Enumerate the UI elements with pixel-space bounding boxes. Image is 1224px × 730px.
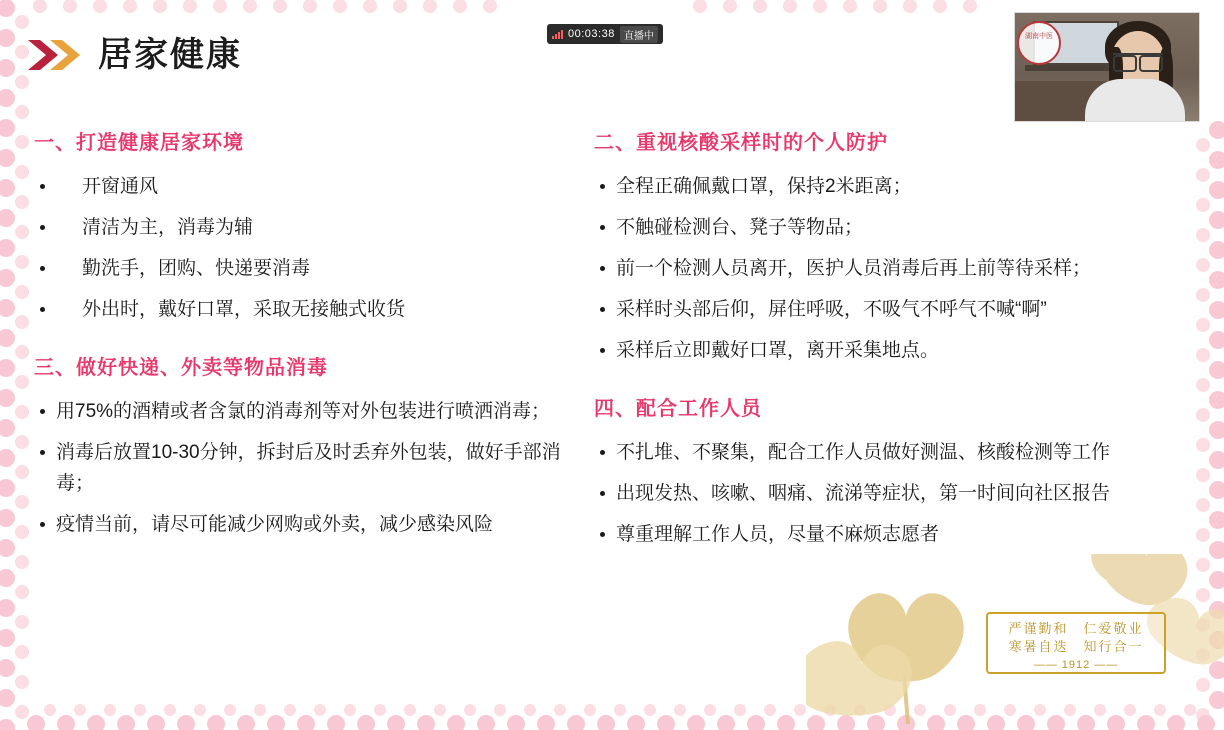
decorative-dot: [477, 715, 495, 730]
section-3-list: [34, 396, 582, 540]
decorative-dot: [957, 715, 975, 730]
left-column: [34, 126, 582, 550]
decorative-dot: [333, 0, 347, 13]
decorative-dot: [987, 715, 1005, 730]
list-item: 采样后立即戴好口罩，离开采集地点。: [594, 335, 1224, 366]
decorative-dot: [0, 449, 15, 467]
signal-bars-icon: [552, 29, 563, 39]
page-title: 居家健康: [98, 36, 242, 74]
decorative-dot: [0, 719, 15, 730]
decorative-dot: [213, 0, 227, 13]
decorative-dot: [0, 29, 15, 47]
seal-line-1: 严谨勤和 仁爱敬业: [1008, 621, 1144, 636]
decorative-dot: [723, 0, 737, 13]
decorative-dot: [117, 715, 135, 730]
decorative-dot: [147, 715, 165, 730]
decorative-dot: [747, 715, 765, 730]
list-item: 勤洗手，团购、快递要消毒: [34, 253, 582, 284]
list-item: 疫情当前，请尽可能减少网购或外卖，减少感染风险: [34, 509, 582, 540]
decorative-dot: [507, 715, 525, 730]
list-item: 不扎堆、不聚集，配合工作人员做好测温、核酸检测等工作: [594, 437, 1224, 468]
decorative-dot: [363, 0, 377, 13]
list-item: 前一个检测人员离开，医护人员消毒后再上前等待采样；: [594, 253, 1224, 284]
decorative-dot: [63, 0, 77, 13]
decorative-dot: [0, 119, 15, 137]
decorative-dot: [93, 0, 107, 13]
decorative-dot: [963, 0, 977, 13]
decorative-dot: [873, 0, 887, 13]
decorative-dot: [1209, 571, 1224, 589]
section-heading-4: 四、配合工作人员: [594, 398, 762, 420]
decorative-dot: [273, 0, 287, 13]
decorative-dot: [243, 0, 257, 13]
decorative-dot: [0, 89, 15, 107]
list-item: 全程正确佩戴口罩，保持2米距离；: [594, 171, 1224, 202]
decorative-dot: [753, 0, 767, 13]
decorative-dot: [183, 0, 197, 13]
decorative-dot: [0, 209, 15, 227]
section-heading-1: 一、打造健康居家环境: [34, 132, 244, 154]
decorative-dot: [1209, 691, 1224, 709]
list-item: 出现发热、咳嗽、咽痛、流涕等症状，第一时间向社区报告: [594, 478, 1224, 509]
decorative-dot: [1137, 715, 1155, 730]
right-column: [594, 126, 1224, 560]
list-item: 采样时头部后仰，屏住呼吸，不吸气不呼气不喊“啊”: [594, 294, 1224, 325]
decorative-dot: [1196, 618, 1210, 632]
decorative-dot: [0, 0, 15, 17]
decorative-dot: [387, 715, 405, 730]
decorative-dot: [297, 715, 315, 730]
decorative-dot: [57, 715, 75, 730]
decorative-dot: [0, 539, 15, 557]
decorative-dot: [417, 715, 435, 730]
decorative-dot: [357, 715, 375, 730]
decorative-dot: [0, 239, 15, 257]
list-item: 用75%的酒精或者含氯的消毒剂等对外包装进行喷洒消毒；: [34, 396, 582, 427]
decorative-dot: [0, 569, 15, 587]
decorative-dot: [717, 715, 735, 730]
decorative-dot: [303, 0, 317, 13]
presenter-video[interactable]: [1014, 12, 1200, 122]
decorative-dot: [0, 599, 15, 617]
decorative-dot: [0, 479, 15, 497]
seal-year: —— 1912 ——: [1033, 659, 1119, 671]
decorative-dot: [237, 715, 255, 730]
decorative-dot: [0, 329, 15, 347]
list-item: 尊重理解工作人员，尽量不麻烦志愿者: [594, 519, 1224, 550]
live-status-bar: [547, 24, 663, 44]
decorative-dot: [0, 269, 15, 287]
decorative-dot: [837, 715, 855, 730]
university-logo-icon: [1017, 21, 1061, 65]
status-badge: 直播中: [620, 26, 658, 43]
elapsed-time: 00:03:38: [568, 28, 615, 40]
decorative-dot: [0, 149, 15, 167]
list-item: 消毒后放置10-30分钟，拆封后及时丢弃外包装，做好手部消毒；: [34, 437, 582, 499]
decorative-dot: [1196, 648, 1210, 662]
section-heading-3: 三、做好快递、外卖等物品消毒: [34, 357, 328, 379]
decorative-dot: [657, 715, 675, 730]
decorative-dot: [897, 715, 915, 730]
list-item: 清洁为主，消毒为辅: [34, 212, 582, 243]
section-1-list: [34, 171, 582, 325]
seal-line-2: 寒暑自迭 知行合一: [1008, 639, 1144, 654]
decorative-dot: [1209, 661, 1224, 679]
decorative-dot: [27, 715, 45, 730]
list-item: 不触碰检测台、凳子等物品；: [594, 212, 1224, 243]
ginkgo-watermark: [806, 554, 1224, 730]
decorative-dot: [927, 715, 945, 730]
decorative-dot: [447, 715, 465, 730]
decorative-dot: [807, 715, 825, 730]
decorative-dot: [693, 0, 707, 13]
decorative-dot: [483, 0, 497, 13]
decorative-dot: [1196, 588, 1210, 602]
decorative-dot: [0, 359, 15, 377]
decorative-dot: [267, 715, 285, 730]
decorative-dot: [933, 0, 947, 13]
decorative-dot: [0, 629, 15, 647]
logo-line-1: 湖南中医: [1025, 33, 1053, 40]
section-4-list: [594, 437, 1224, 550]
presenter-body: [1085, 79, 1185, 121]
double-chevron-icon: [26, 38, 82, 72]
decorative-dot: [0, 59, 15, 77]
decorative-dot: [1197, 715, 1215, 730]
decorative-dot: [1167, 715, 1185, 730]
decorative-dot: [453, 0, 467, 13]
decorative-dot: [813, 0, 827, 13]
decorative-dot: [1196, 558, 1210, 572]
university-seal: [986, 612, 1166, 674]
decorative-dot: [687, 715, 705, 730]
decorative-dot: [1017, 715, 1035, 730]
decorative-dot: [207, 715, 225, 730]
ginkgo-leaves-icon: [806, 554, 1224, 730]
decorative-dot: [597, 715, 615, 730]
decorative-dot: [0, 419, 15, 437]
decorative-dot: [33, 0, 47, 13]
decorative-dot: [0, 509, 15, 527]
decorative-dot: [537, 715, 555, 730]
list-item: 开窗通风: [34, 171, 582, 202]
decorative-dot: [1196, 678, 1210, 692]
decorative-dot: [1077, 715, 1095, 730]
decorative-dot: [777, 715, 795, 730]
decorative-dot: [123, 0, 137, 13]
section-2-list: [594, 171, 1224, 366]
decorative-dot: [627, 715, 645, 730]
section-heading-2: 二、重视核酸采样时的个人防护: [594, 132, 888, 154]
decorative-dot: [0, 659, 15, 677]
decorative-dot: [423, 0, 437, 13]
decorative-dot: [0, 299, 15, 317]
decorative-dot: [1209, 601, 1224, 619]
decorative-dot: [1107, 715, 1125, 730]
decorative-dot: [843, 0, 857, 13]
decorative-dot: [87, 715, 105, 730]
decorative-dot: [1047, 715, 1065, 730]
decorative-dot: [783, 0, 797, 13]
decorative-dot: [867, 715, 885, 730]
slide-title-row: [26, 36, 242, 74]
decorative-dot: [327, 715, 345, 730]
decorative-dot: [567, 715, 585, 730]
decorative-dot: [153, 0, 167, 13]
decorative-dot: [393, 0, 407, 13]
decorative-dot: [0, 689, 15, 707]
decorative-dot: [0, 389, 15, 407]
list-item: 外出时，戴好口罩，采取无接触式收货: [34, 294, 582, 325]
decorative-dot: [0, 179, 15, 197]
glasses-icon: [1113, 53, 1163, 66]
decorative-dot: [903, 0, 917, 13]
decorative-dot: [177, 715, 195, 730]
decorative-dot: [1209, 631, 1224, 649]
